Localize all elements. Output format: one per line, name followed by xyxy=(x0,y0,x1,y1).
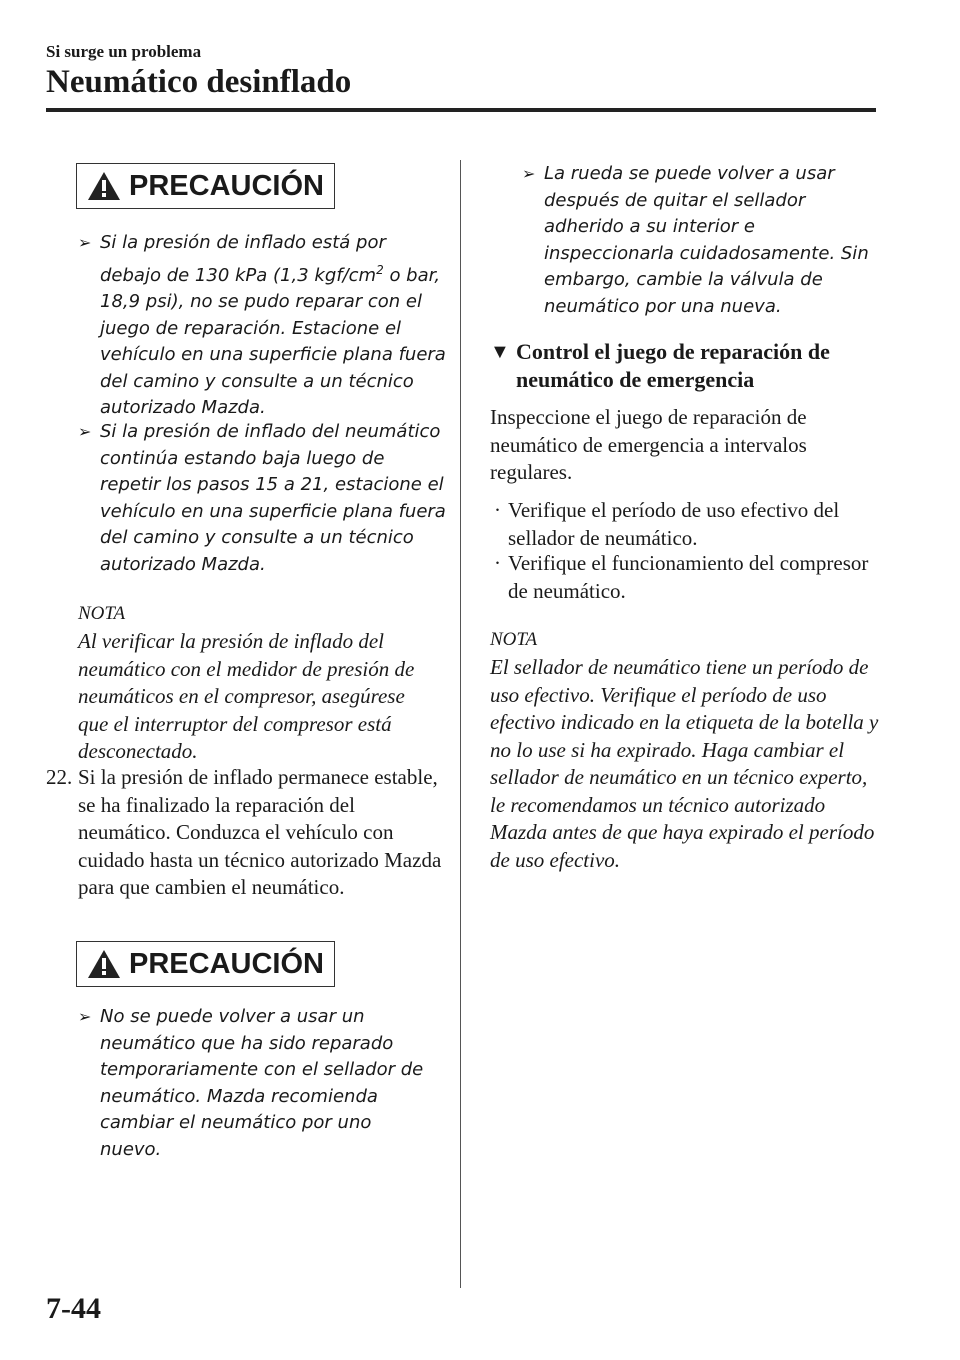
caution-box-2 xyxy=(76,941,335,987)
check-item-1 xyxy=(490,497,870,552)
check-item-2-text: Verifique el funcionamiento del compresor de neumático. xyxy=(508,551,869,603)
arrow-bullet-icon: ➢ xyxy=(522,164,536,183)
caution1-bullet-1-text-b: o bar, 18,9 psi), no se pudo reparar con el juego de reparación. Estacione el vehículo en una superficie plana fuera del camino y consulte a un técnico autorizado Mazda. xyxy=(100,264,446,418)
caution-cont-text: La rueda se puede volver a usar después de quitar el sellador adherido a su interior e inspeccionarla cuidadosamente. Sin embargo, cambie la válvula de neumático por una nueva. xyxy=(544,163,869,317)
warning-triangle-icon xyxy=(87,949,121,979)
caution1-bullet-1 xyxy=(78,230,448,422)
arrow-bullet-icon: ➢ xyxy=(78,422,92,441)
page-number: 7-44 xyxy=(46,1292,101,1325)
nota-label-left: NOTA xyxy=(78,603,126,624)
title-rule xyxy=(46,108,876,112)
warning-triangle-icon xyxy=(87,171,121,201)
paragraph: Inspeccione el juego de reparación de neumático de emergencia a intervalos regulares. xyxy=(490,405,807,484)
superscript: 2 xyxy=(376,262,384,277)
caution2-bullet-1 xyxy=(78,1004,438,1163)
dot-bullet-icon: · xyxy=(494,551,501,575)
nota-label-right: NOTA xyxy=(490,629,538,650)
caution-label: PRECAUCIÓN xyxy=(129,169,324,202)
dot-bullet-icon: · xyxy=(494,498,501,522)
caution1-bullet-2 xyxy=(78,419,448,578)
step-22 xyxy=(46,764,446,902)
check-item-1-text: Verifique el período de uso efectivo del sellador de neumático. xyxy=(508,498,840,550)
caution1-bullet-1-text-a: Si la presión de inflado está por debajo de 130 kPa (1,3 kgf/cm xyxy=(100,232,386,286)
arrow-bullet-icon: ➢ xyxy=(78,233,92,252)
nota-text-left: Al verificar la presión de inflado del neumático con el medidor de presión de neumáticos en el compresor, asegúrese que el interruptor del compresor está desconectado. xyxy=(78,629,415,763)
check-item-2 xyxy=(490,550,870,605)
caution-label: PRECAUCIÓN xyxy=(129,947,324,980)
subheading xyxy=(490,338,880,394)
caution2-bullet-1-text: No se puede volver a usar un neumático que ha sido reparado temporariamente con el sellador de neumático. Mazda recomienda cambiar el neumático por uno nuevo. xyxy=(100,1006,424,1160)
arrow-bullet-icon: ➢ xyxy=(78,1007,92,1026)
down-triangle-icon: ▼ xyxy=(490,341,510,363)
step-text: Si la presión de inflado permanece estable, se ha finalizado la reparación del neumático. Conduzca el vehículo con cuidado hasta un técnico autorizado Mazda para que cambien el neumático. xyxy=(78,765,442,899)
subheading-text: Control el juego de reparación de neumático de emergencia xyxy=(516,339,830,392)
section-label: Si surge un problema xyxy=(46,42,202,61)
caution1-bullet-2-text: Si la presión de inflado del neumático continúa estando baja luego de repetir los pasos 15 a 21, estacione el vehículo en una superficie plana fuera del camino y consulte a un técnico autorizado Mazda. xyxy=(100,421,446,575)
caution-cont-bullet xyxy=(522,161,872,320)
caution-box-1 xyxy=(76,163,335,209)
column-divider xyxy=(460,160,461,1288)
nota-text-right: El sellador de neumático tiene un período de uso efectivo. Verifique el período de uso efectivo indicado en la etiqueta de la botella y no lo use si ha expirado. Haga cambiar el sellador de neumático en un técnico experto, le recomendamos un técnico autorizado Mazda antes de que haya expirado el período de uso efectivo. xyxy=(490,655,879,872)
step-number: 22. xyxy=(46,765,73,789)
page-title: Neumático desinflado xyxy=(46,64,352,100)
